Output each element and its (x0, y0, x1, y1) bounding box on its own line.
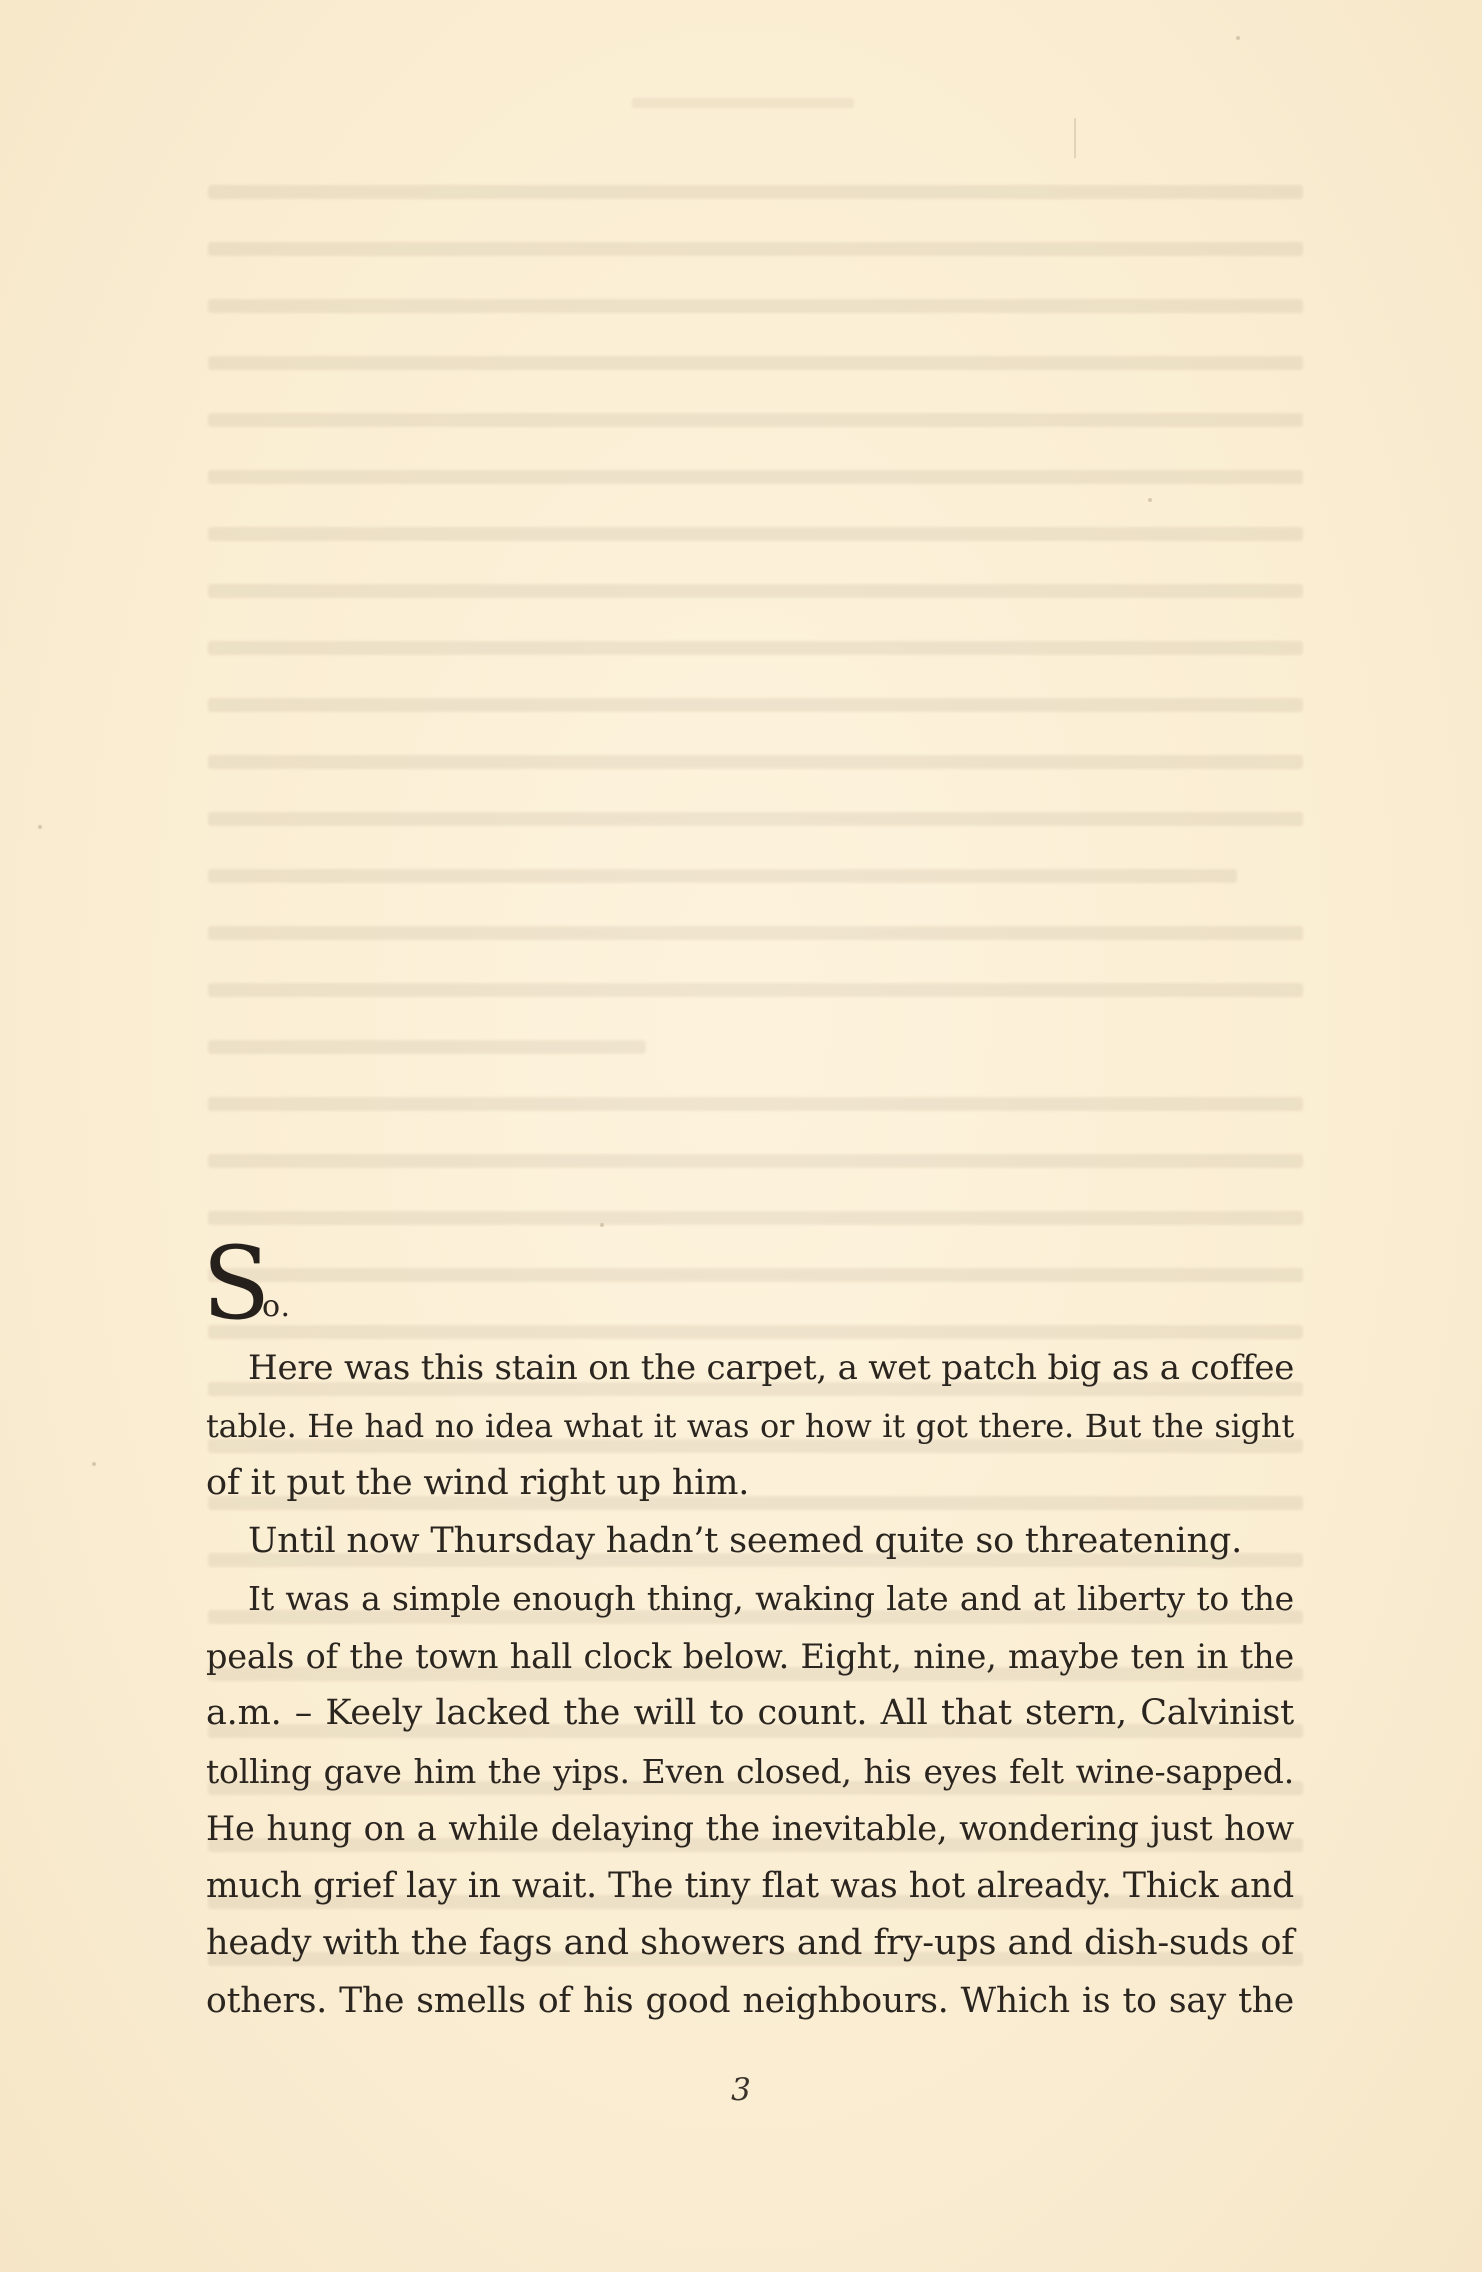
paper-speck (38, 825, 42, 829)
paper-speck (92, 1462, 96, 1466)
text-line: tolling gave him the yips. Even closed, his eyes felt wine-sapped. (206, 1751, 1294, 1791)
text-line: of it put the wind right up him. (206, 1463, 750, 1503)
text-line: others. The smells of his good neighbours. Which is to say the (206, 1980, 1294, 2021)
drop-cap-rest: o. (262, 1289, 292, 1324)
paper-speck (1236, 36, 1240, 40)
text-line: He hung on a while delaying the inevitable, wondering just how (206, 1809, 1294, 1848)
paragraph (206, 1513, 1294, 1571)
text-line: It was a simple enough thing, waking late and at liberty to the (248, 1579, 1294, 1618)
paper-speck (600, 1223, 604, 1227)
paragraph (206, 1570, 1294, 2030)
text-line: Here was this stain on the carpet, a wet patch big as a coffee (248, 1348, 1295, 1388)
show-through-header (632, 98, 854, 108)
chapter-text (202, 1225, 1295, 2030)
text-line: heady with the fags and showers and fry-ups and dish-suds of (206, 1923, 1294, 1963)
drop-cap-letter: S (202, 1225, 271, 1342)
paper-speck (1148, 498, 1152, 502)
text-line: Until now Thursday hadn’t seemed quite so threatening. (248, 1520, 1242, 1561)
text-line: a.m. – Keely lacked the will to count. All that stern, Calvinist (206, 1693, 1294, 1733)
text-line: table. He had no idea what it was or how it got there. But the sight (206, 1406, 1294, 1445)
paragraph (206, 1340, 1294, 1513)
drop-cap-opening (202, 1225, 1294, 1342)
page-number: 3 (731, 2072, 751, 2108)
text-line: much grief lay in wait. The tiny flat was hot already. Thick and (206, 1865, 1294, 1906)
paper-crease (1074, 118, 1076, 158)
text-line: peals of the town hall clock below. Eight, nine, maybe ten in the (206, 1636, 1294, 1676)
